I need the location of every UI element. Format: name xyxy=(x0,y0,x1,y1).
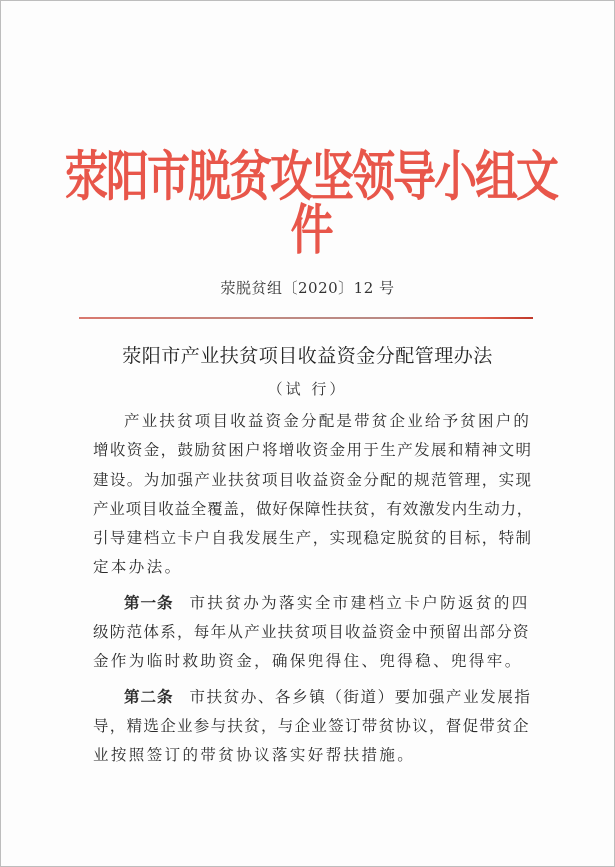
text-line: 导，精选企业参与扶贫，与企业签订带贫协议，督促带贫企 xyxy=(93,716,530,735)
document-subtitle: （试 行） xyxy=(267,380,348,398)
article-paragraph xyxy=(93,682,533,771)
document-body xyxy=(93,407,533,771)
text-line: 定本办法。 xyxy=(93,558,183,577)
text-line: 产业扶贫项目收益资金分配是带贫企业给予贫困户的 xyxy=(124,412,532,430)
article-text: 市扶贫办、各乡镇（街道）要加强产业发展指 xyxy=(189,687,532,706)
document-title: 荥阳市产业扶贫项目收益资金分配管理办法 xyxy=(122,345,493,367)
article-paragraph xyxy=(93,588,533,677)
article-label: 第二条 xyxy=(124,686,174,706)
text-line: 业按照签订的带贫协议落实好帮扶措施。 xyxy=(93,746,416,765)
article-label: 第一条 xyxy=(124,592,174,612)
text-line: 增收资金，鼓励贫困户将增收资金用于生产发展和精神文明 xyxy=(93,441,533,460)
preamble-paragraph xyxy=(93,407,533,583)
article-text: 市扶贫办为落实全市建档立卡户防返贫的四 xyxy=(189,593,530,612)
text-line: 引导建档立卡户自我发展生产，实现稳定脱贫的目标，特制 xyxy=(93,529,533,548)
red-divider-line xyxy=(79,317,533,319)
issuer-red-header: 荥阳市脱贫攻坚领导小组文件 xyxy=(65,146,557,263)
document-number: 荥脱贫组〔2020〕12 号 xyxy=(220,279,395,297)
text-line: 建设。为加强产业扶贫项目收益资金分配的规范管理，实现 xyxy=(93,470,533,489)
text-line: 金作为临时救助资金，确保兜得住、兜得稳、兜得牢。 xyxy=(93,652,523,671)
text-line: 级防范体系，每年从产业扶贫项目收益资金中预留出部分资 xyxy=(93,623,530,642)
text-line xyxy=(93,682,533,712)
text-line: 产业项目收益全覆盖，做好保障性扶贫，有效激发内生动力， xyxy=(93,499,534,518)
text-line xyxy=(93,588,533,618)
